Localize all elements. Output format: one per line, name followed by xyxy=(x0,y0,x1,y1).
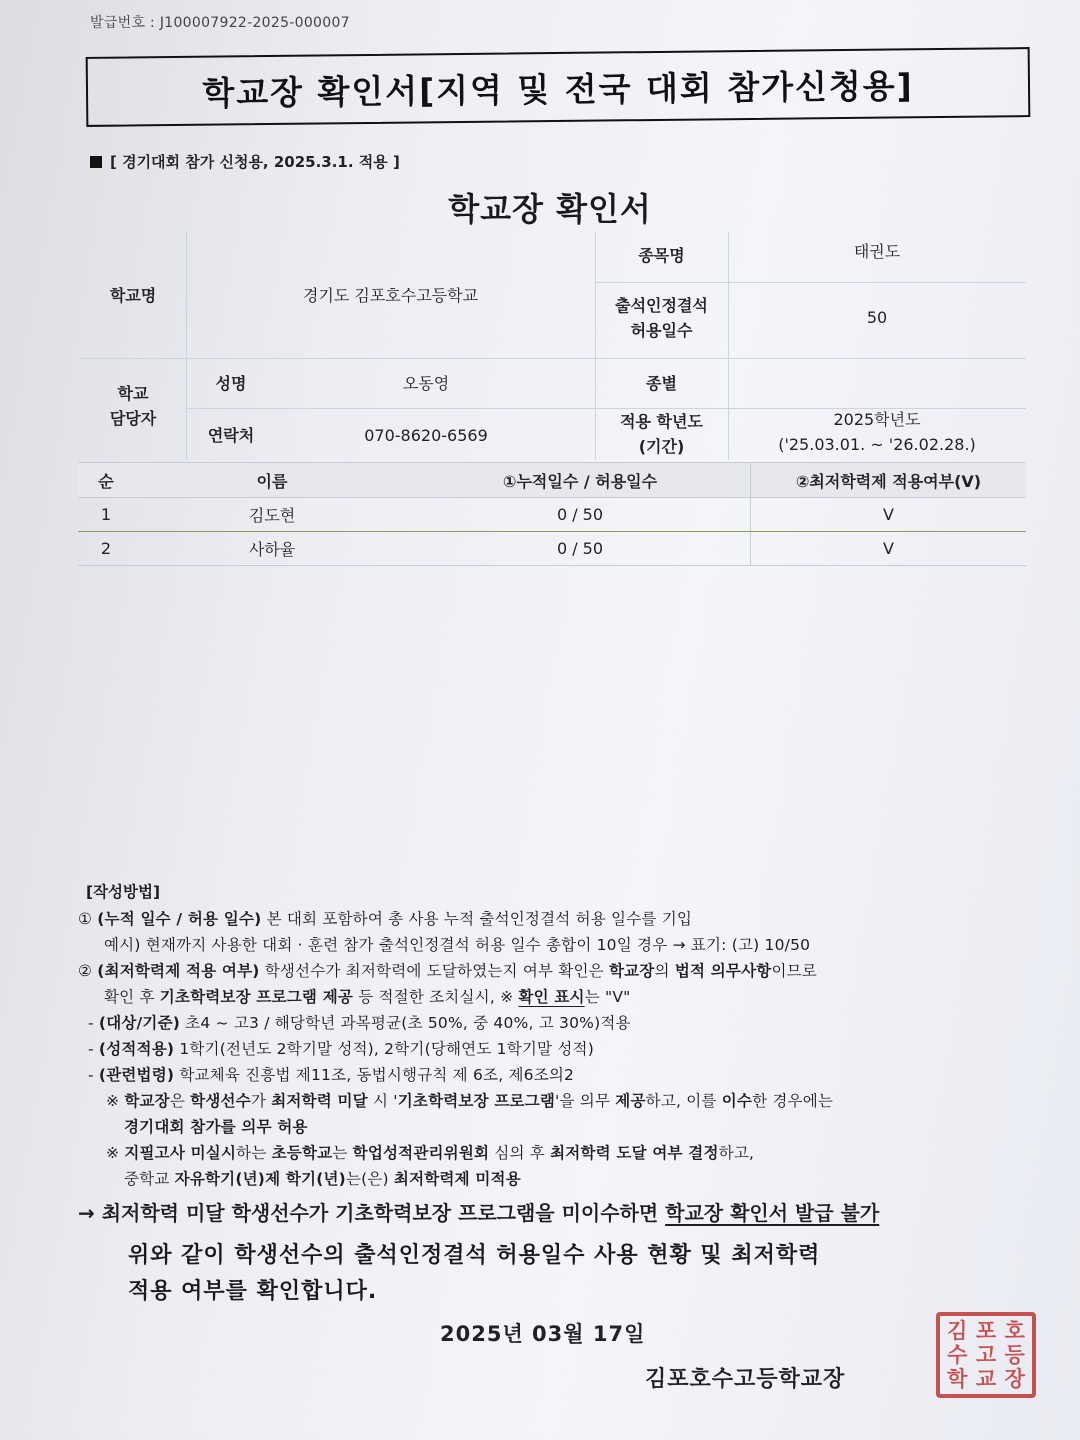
allowed-days-label: 출석인정결석 허용일수 xyxy=(615,296,708,340)
seal-character: 김 xyxy=(947,1318,968,1343)
sport-value: 태권도 xyxy=(853,242,901,261)
instruction-line: ① (누적 일수 / 허용 일수) 본 대회 포함하여 총 사용 누적 출석인정결석 허용 일수를 기입 xyxy=(78,910,693,928)
allowed-days-value: 50 xyxy=(866,308,888,327)
instruction-line: - (대상/기준) 초4 ~ 고3 / 해당학년 과목평균(초 50%, 중 40%, 고 30%)적용 xyxy=(88,1014,631,1032)
instruction-line: ※ 지필고사 미실시하는 초등학교는 학업성적관리위원회 심의 후 최저학력 도달 여부 결정하고, xyxy=(106,1144,755,1162)
seal-character: 장 xyxy=(1004,1366,1025,1391)
row-min-academic: V xyxy=(750,498,1026,531)
confirmation-statement xyxy=(128,1238,820,1310)
seal-character: 호 xyxy=(1004,1318,1025,1343)
seal-character: 등 xyxy=(1004,1342,1025,1367)
instruction-line: 예시) 현재까지 사용한 대회 · 훈련 참가 출석인정결석 허용 일수 총합이 10일 경우 → 표기: (고) 10/50 xyxy=(104,936,811,954)
row-order: 1 xyxy=(100,505,112,524)
banner-box xyxy=(86,47,1031,127)
warning-line: → 최저학력 미달 학생선수가 기초학력보장 프로그램을 미이수하면 학교장 확인서 발급 불가 xyxy=(78,1201,880,1225)
instruction-line: ※ 학교장은 학생선수가 최저학력 미달 시 '기초학력보장 프로그램'을 의무 제공하고, 이를 이수한 경우에는 xyxy=(106,1092,834,1110)
manager-contact-value: 070-8620-6569 xyxy=(364,426,488,445)
confirmation-line: 적용 여부를 확인합니다. xyxy=(128,1279,378,1304)
row-cumulative-days: 0 / 50 xyxy=(556,505,604,524)
school-info-table xyxy=(80,232,1026,460)
manager-name-value: 오동영 xyxy=(402,374,450,393)
instruction-line: 확인 후 기초학력보장 프로그램 제공 등 적절한 조치실시, ※ 확인 표시는 "V" xyxy=(104,988,631,1006)
header-min-academic: ②최저학력제 적용여부(V) xyxy=(750,463,1026,497)
instructions-title: [작성방법] xyxy=(86,883,161,901)
confirmation-line: 위와 같이 학생선수의 출석인정결석 허용일수 사용 현황 및 최저학력 xyxy=(128,1243,821,1268)
academic-year-label: 적용 학년도 (기간) xyxy=(620,412,703,456)
school-name-label: 학교명 xyxy=(109,286,157,305)
manager-name-label: 성명 xyxy=(215,374,247,393)
principal-signature: 김포호수고등학교장 xyxy=(645,1367,846,1392)
document-title: 학교장 확인서 xyxy=(448,190,652,228)
table-row xyxy=(78,498,1026,532)
school-manager-label: 학교 담당자 xyxy=(109,384,157,428)
school-seal-stamp xyxy=(936,1312,1036,1398)
row-min-academic: V xyxy=(750,532,1026,565)
sport-label: 종목명 xyxy=(638,246,685,265)
academic-year-value: 2025학년도 ('25.03.01. ~ '26.02.28.) xyxy=(778,410,976,454)
issue-date: 2025년 03월 17일 xyxy=(440,1322,646,1346)
row-name: 사하율 xyxy=(248,540,296,559)
row-cumulative-days: 0 / 50 xyxy=(556,539,604,558)
subheading-text: [ 경기대회 참가 신청용, 2025.3.1. 적용 ] xyxy=(110,153,400,171)
row-name: 김도현 xyxy=(248,506,296,525)
row-order: 2 xyxy=(100,539,112,558)
seal-character: 교 xyxy=(975,1366,997,1391)
seal-character: 수 xyxy=(947,1342,968,1367)
banner-title: 학교장 확인서[지역 및 전국 대회 참가신청용] xyxy=(202,65,914,113)
instruction-line: 중학교 자유학기(년)제 학기(년)는(은) 최저학력제 미적용 xyxy=(124,1170,521,1188)
instruction-line: - (관련법령) 학교체육 진흥법 제11조, 동법시행규칙 제 6조, 제6조의2 xyxy=(88,1066,575,1084)
school-name-value: 경기도 김포호수고등학교 xyxy=(302,286,479,305)
header-order: 순 xyxy=(98,471,114,491)
issue-number: 발급번호 : J100007922-2025-000007 xyxy=(90,15,350,31)
seal-character: 고 xyxy=(975,1342,997,1367)
square-bullet-icon xyxy=(90,156,102,168)
subheading xyxy=(90,151,400,172)
header-cumulative-days: ①누적일수 / 허용일수 xyxy=(502,471,658,491)
category-label: 종별 xyxy=(646,374,677,393)
header-name: 이름 xyxy=(256,471,288,491)
instruction-line: - (성적적용) 1학기(전년도 2학기말 성적), 2학기(당해연도 1학기말 성적) xyxy=(88,1040,594,1058)
instructions-section xyxy=(78,880,1028,1230)
instruction-line: 경기대회 참가를 의무 허용 xyxy=(124,1118,308,1136)
seal-character: 학 xyxy=(947,1366,968,1391)
table-row xyxy=(78,532,1026,566)
seal-character: 포 xyxy=(975,1318,997,1343)
student-table xyxy=(78,462,1026,566)
student-table-header xyxy=(78,462,1026,498)
instruction-line: ② (최저학력제 적용 여부) 학생선수가 최저학력에 도달하였는지 여부 확인은 학교장의 법적 의무사항이므로 xyxy=(78,962,817,980)
manager-contact-label: 연락처 xyxy=(207,426,255,445)
